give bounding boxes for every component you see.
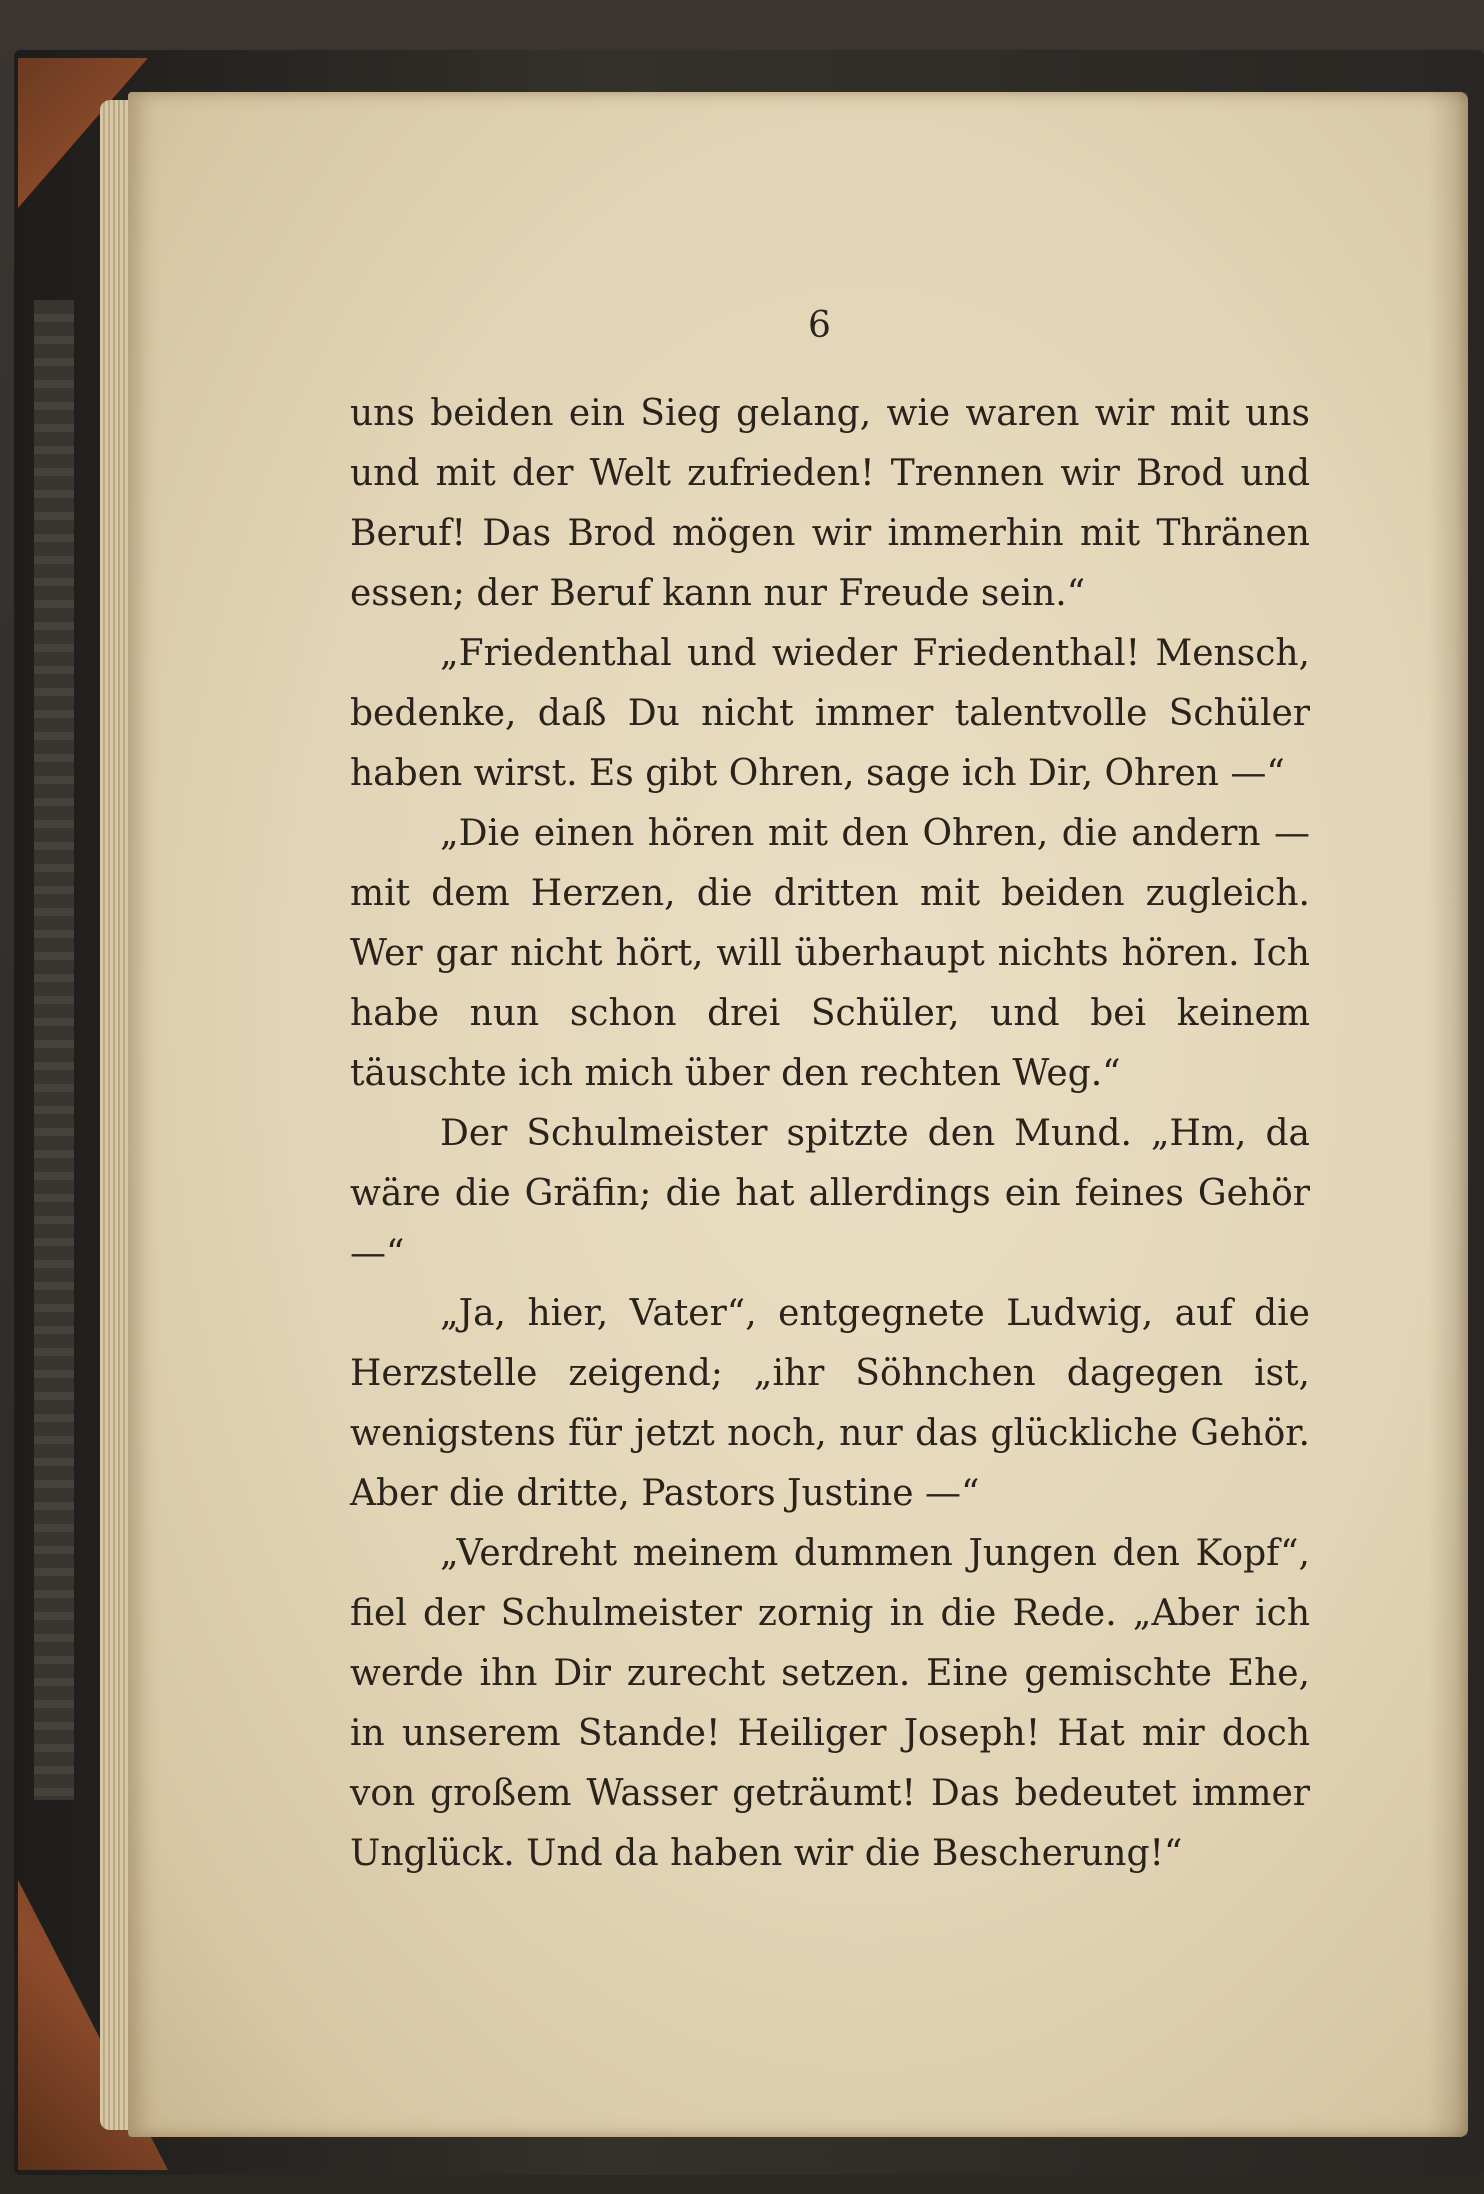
paragraph: „Verdreht meinem dummen Jungen den Kopf“, fiel der Schulmeister zornig in die Rede. „Aber ich werde ihn Dir zurecht setzen. Eine gemischte Ehe, in unserem Stande! Heiliger Joseph! Hat mir doch von großem Wasser geträumt! Das bedeutet immer Unglück. Und da haben wir die Bescherung!“ bbox=[350, 1533, 1310, 1874]
paragraph: Der Schulmeister spitzte den Mund. „Hm, da wäre die Gräfin; die hat allerdings ein feines Gehör —“ bbox=[350, 1113, 1310, 1274]
page-text bbox=[350, 384, 1310, 1884]
paragraph: „Friedenthal und wieder Friedenthal! Mensch, bedenke, daß Du nicht immer talentvolle Schüler haben wirst. Es gibt Ohren, sage ich Dir, Ohren —“ bbox=[350, 633, 1310, 794]
paragraph: uns beiden ein Sieg gelang, wie waren wir mit uns und mit der Welt zufrieden! Trennen wir Brod und Beruf! Das Brod mögen wir immerhin mit Thränen essen; der Beruf kann nur Freude sein.“ bbox=[350, 393, 1310, 614]
page-number: 6 bbox=[808, 305, 831, 346]
book-spine bbox=[34, 300, 74, 1800]
paragraph: „Ja, hier, Vater“, entgegnete Ludwig, auf die Herzstelle zeigend; „ihr Söhnchen dagegen ist, wenigstens für jetzt noch, nur das glückliche Gehör. Aber die dritte, Pastors Justine —“ bbox=[350, 1293, 1310, 1514]
paragraph: „Die einen hören mit den Ohren, die andern — mit dem Herzen, die dritten mit beiden zugleich. Wer gar nicht hört, will überhaupt nichts hören. Ich habe nun schon drei Schüler, und bei keinem täuschte ich mich über den rechten Weg.“ bbox=[350, 813, 1310, 1094]
page-gutter bbox=[1428, 92, 1468, 2137]
